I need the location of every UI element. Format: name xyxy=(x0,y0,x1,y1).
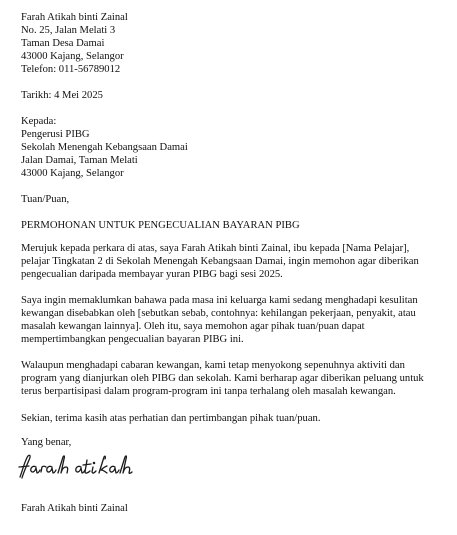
paragraph-line: kewangan disebabkan oleh [sebutkan sebab, contohnya: kehilangan pekerjaan, penyakit, atau xyxy=(21,308,416,319)
salutation-line: Tuan/Puan, xyxy=(21,194,70,205)
paragraph-line: masalah kewangan lainnya]. Oleh itu, saya memohon agar pihak tuan/puan dapat xyxy=(21,321,365,332)
paragraph-line: Walaupun menghadapi cabaran kewangan, kami tetap menyokong sepenuhnya aktiviti dan xyxy=(21,360,405,371)
recipient-address xyxy=(21,115,446,180)
subject xyxy=(21,219,446,232)
paragraph-2 xyxy=(21,294,446,346)
recipient-street: Jalan Damai, Taman Melati xyxy=(21,155,138,166)
closing-line: Yang benar, xyxy=(21,437,72,448)
salutation xyxy=(21,193,446,206)
recipient-school: Sekolah Menengah Kebangsaan Damai xyxy=(21,142,188,153)
paragraph-4 xyxy=(21,412,446,425)
recipient-heading: Kepada: xyxy=(21,116,57,127)
paragraph-line: program yang dianjurkan oleh PIBG dan sekolah. Kami berharap agar diberikan peluang untuk xyxy=(21,373,424,384)
sender-phone: Telefon: 011-56789012 xyxy=(21,64,121,75)
signer-name xyxy=(21,502,446,515)
sender-area: Taman Desa Damai xyxy=(21,38,105,49)
recipient-city: 43000 Kajang, Selangor xyxy=(21,168,124,179)
paragraph-line: pelajar Tingkatan 2 di Sekolah Menengah Kebangsaan Damai, ingin memohon agar diberikan xyxy=(21,256,419,267)
subject-line: PERMOHONAN UNTUK PENGECUALIAN BAYARAN PIBG xyxy=(21,220,300,231)
paragraph-3 xyxy=(21,359,446,398)
date-line: Tarikh: 4 Mei 2025 xyxy=(21,90,103,101)
paragraph-line: pengecualian daripada membayar yuran PIBG bagi sesi 2025. xyxy=(21,269,283,280)
paragraph-line: Sekian, terima kasih atas perhatian dan pertimbangan pihak tuan/puan. xyxy=(21,413,321,424)
paragraph-line: Saya ingin memaklumkan bahawa pada masa ini keluarga kami sedang menghadapi kesulitan xyxy=(21,295,418,306)
sender-name: Farah Atikah binti Zainal xyxy=(21,12,128,23)
sender-address xyxy=(21,11,446,76)
sender-street: No. 25, Jalan Melati 3 xyxy=(21,25,116,36)
paragraph-line: mempertimbangkan pengecualian bayaran PIBG ini. xyxy=(21,334,244,345)
paragraph-1 xyxy=(21,242,446,281)
letter-date xyxy=(21,89,446,102)
signer-name-line: Farah Atikah binti Zainal xyxy=(21,503,128,514)
paragraph-line: Merujuk kepada perkara di atas, saya Farah Atikah binti Zainal, ibu kepada [Nama Pelajar], xyxy=(21,243,410,254)
handwritten-signature xyxy=(17,452,133,480)
closing xyxy=(21,436,446,449)
recipient-title: Pengerusi PIBG xyxy=(21,129,90,140)
paragraph-line: terus berpartisipasi dalam program-program ini tanpa terhalang oleh masalah kewangan. xyxy=(21,386,396,397)
sender-city: 43000 Kajang, Selangor xyxy=(21,51,124,62)
